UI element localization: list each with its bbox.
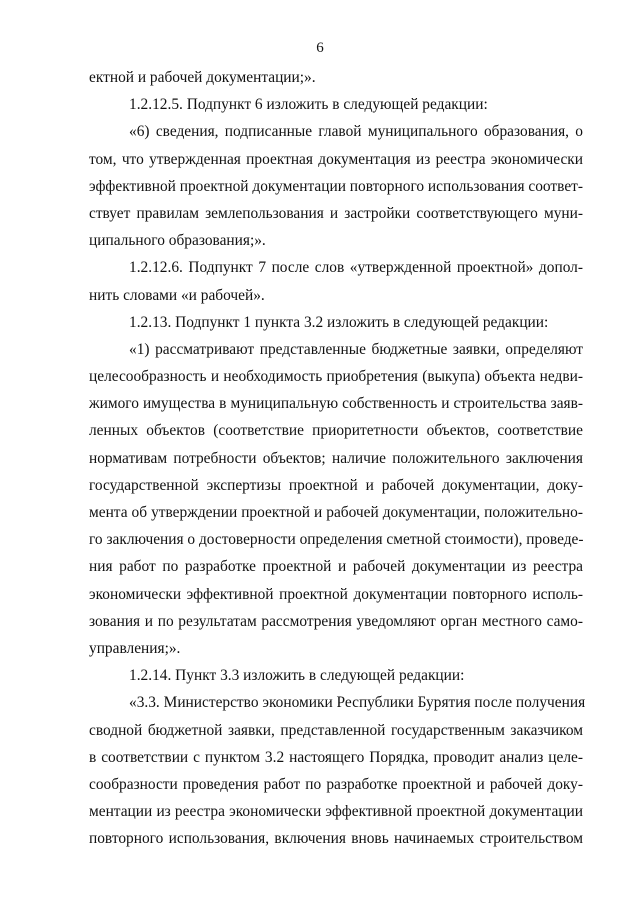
text-line: ния работ по разработке проектной и рабочей документации из реестра	[89, 558, 583, 576]
page-number: 6	[316, 40, 324, 56]
text-line: нить словами «и рабочей».	[89, 286, 265, 304]
text-line: ствует правилам землепользования и застройки соответствующего муни-	[89, 204, 583, 222]
text-line: том, что утвержденная проектная документация из реестра экономически	[89, 150, 583, 168]
text-line: целесообразность и необходимость приобретения (выкупа) объекта недви-	[89, 368, 583, 386]
text-line: 1.2.14. Пункт 3.3 изложить в следующей редакции:	[129, 667, 465, 685]
text-line: 1.2.12.6. Подпункт 7 после слов «утвержденной проектной» допол-	[129, 259, 583, 277]
text-line: сообразности проведения работ по разработке проектной и рабочей доку-	[89, 775, 583, 793]
document-body	[89, 64, 586, 852]
text-line: государственной экспертизы проектной и рабочей документации, доку-	[89, 476, 583, 494]
text-line: экономически эффективной проектной документации повторного исполь-	[89, 585, 583, 603]
text-line: нормативам потребности объектов; наличие положительного заключения	[89, 449, 583, 467]
text-line: «1) рассматривают представленные бюджетные заявки, определяют	[129, 340, 583, 358]
text-line: «3.3. Министерство экономики Республики Бурятия после получения	[129, 694, 586, 712]
text-line: го заключения о достоверности определения сметной стоимости), проведе-	[89, 531, 584, 549]
text-line: жимого имущества в муниципальную собственность и строительства заяв-	[89, 395, 583, 413]
text-line: 1.2.12.5. Подпункт 6 изложить в следующей редакции:	[129, 96, 488, 114]
text-line: «6) сведения, подписанные главой муниципального образования, о	[129, 123, 583, 141]
text-line: повторного использования, включения вновь начинаемых строительством	[89, 830, 583, 848]
text-line: 1.2.13. Подпункт 1 пункта 3.2 изложить в следующей редакции:	[129, 313, 549, 331]
text-line: ципального образования;».	[89, 232, 266, 250]
text-line: в соответствии с пунктом 3.2 настоящего Порядка, проводит анализ целе-	[89, 748, 583, 766]
text-line: зования и по результатам рассмотрения уведомляют орган местного само-	[89, 612, 583, 630]
text-line: сводной бюджетной заявки, представленной государственным заказчиком	[89, 721, 583, 739]
text-line: ектной и рабочей документации;».	[89, 69, 316, 86]
text-line: управления;».	[89, 639, 181, 657]
text-line: ментации из реестра экономически эффективной проектной документации	[89, 803, 583, 821]
text-line: ленных объектов (соответствие приоритетности объектов, соответствие	[89, 422, 583, 440]
text-line: мента об утверждении проектной и рабочей документации, положительно-	[89, 504, 583, 521]
text-line: эффективной проектной документации повторного использования соответ-	[89, 177, 583, 195]
